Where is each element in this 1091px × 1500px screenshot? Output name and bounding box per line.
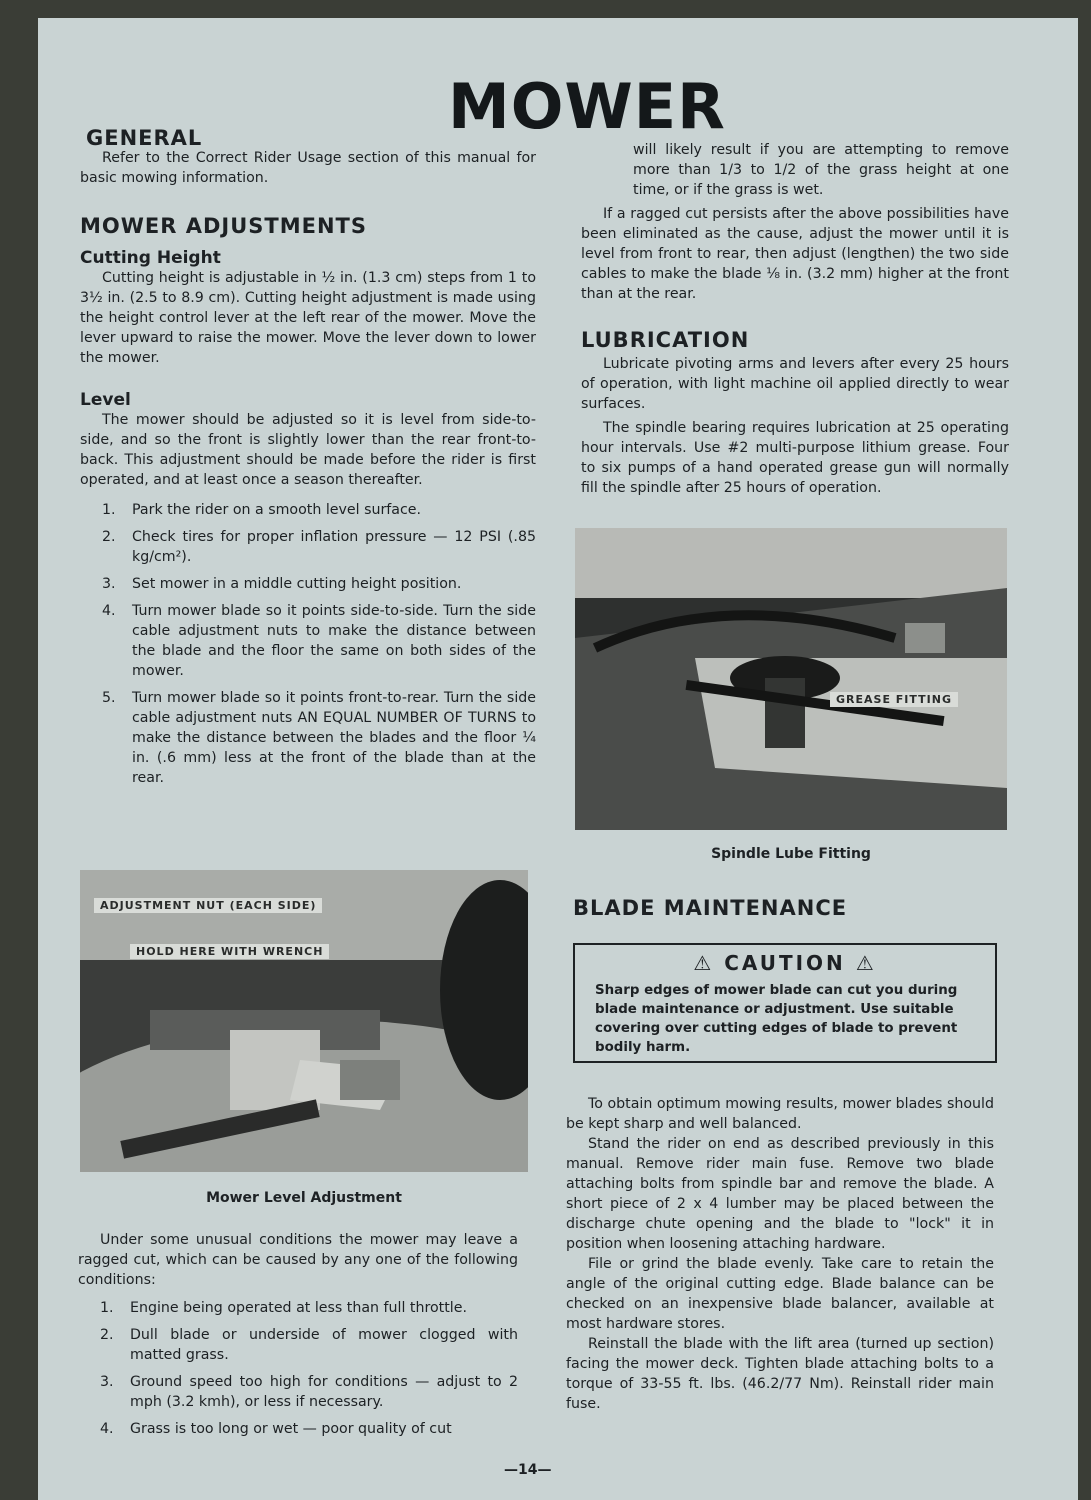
right-column-top [581, 140, 1009, 498]
ragged-cut-section [78, 1230, 518, 1446]
spindle-photo [575, 528, 1007, 830]
list-item: 4. Grass is too long or wet — poor quality of cut [100, 1421, 452, 1437]
blade-text-section [566, 1094, 994, 1414]
caution-text: Sharp edges of mower blade can cut you during blade maintenance or adjustment. Use suitable covering over cutting edges of blade to prevent bodily harm. [595, 983, 958, 1055]
list-item: 1. Engine being operated at less than full throttle. [100, 1300, 467, 1316]
blade-maintenance-heading: BLADE MAINTENANCE [573, 896, 848, 920]
blade-text-1: To obtain optimum mowing results, mower blades should be kept sharp and well balanced. [566, 1096, 994, 1132]
caution-box [573, 943, 997, 1063]
general-text: Refer to the Correct Rider Usage section of this manual for basic mowing information. [80, 150, 536, 186]
level-heading: Level [80, 390, 131, 410]
mower-level-illustration [80, 870, 528, 1172]
list-item: 2. Check tires for proper inflation pressure — 12 PSI (.85 kg/cm²). [102, 529, 536, 565]
lubrication-heading: LUBRICATION [581, 328, 750, 352]
cutting-height-text: Cutting height is adjustable in ½ in. (1.3 cm) steps from 1 to 3½ in. (2.5 to 8.9 cm). Cutting height adjustment is made using the height control lever at the left rear of the mower. Move the lever upward to raise the mower. Move the lever down to lower the mower. [80, 270, 536, 366]
manual-page [38, 18, 1078, 1500]
adjustment-nut-callout: ADJUSTMENT NUT (EACH SIDE) [94, 898, 322, 913]
level-text: The mower should be adjusted so it is level from side-to-side, and so the front is slightly lower than the rear front-to-back. This adjustment should be made before the rider is first operated, and at least once a season thereafter. [80, 412, 536, 488]
caution-label: CAUTION [724, 951, 846, 975]
wrench-callout: HOLD HERE WITH WRENCH [130, 944, 329, 959]
ragged-cut-text: Under some unusual conditions the mower may leave a ragged cut, which can be caused by any one of the following conditions: [78, 1232, 518, 1288]
blade-text-2: Stand the rider on end as described previously in this manual. Remove rider main fuse. Remove two blade attaching bolts from spindle bar and remove the blade. A short piece of 2 x 4 lumber may be placed between the discharge chute opening and the blade to "lock" it in position when loosening attaching hardware. [566, 1136, 994, 1252]
warning-icon: ⚠ [855, 951, 877, 975]
adjustments-heading: MOWER ADJUSTMENTS [80, 214, 368, 238]
ragged-persist-text: If a ragged cut persists after the above possibilities have been eliminated as the cause, adjust the mower until it is level from front to rear, then adjust (lengthen) the two side cables to make the blade ⅛ in. (3.2 mm) higher at the front than at the rear. [581, 206, 1009, 302]
caution-header [595, 951, 975, 975]
list-item: 4. Turn mower blade so it points side-to-side. Turn the side cable adjustment nuts to make the distance between the blade and the floor the same on both sides of the mower. [102, 603, 536, 679]
blade-text-4: Reinstall the blade with the lift area (turned up section) facing the mower deck. Tighten blade attaching bolts to a torque of 33-55 ft. lbs. (46.2/77 Nm). Reinstall rider main fuse. [566, 1336, 994, 1412]
level-steps [80, 500, 536, 788]
mower-level-caption: Mower Level Adjustment [206, 1190, 402, 1206]
lubrication-text-2: The spindle bearing requires lubrication at 25 operating hour intervals. Use #2 multi-purpose lithium grease. Four to six pumps of a hand operated grease gun will normally fill the spindle after 25 hours of operation. [581, 420, 1009, 496]
lubrication-text-1: Lubricate pivoting arms and levers after every 25 hours of operation, with light machine oil applied directly to wear surfaces. [581, 356, 1009, 412]
list-item: 5. Turn mower blade so it points front-to-rear. Turn the side cable adjustment nuts AN EQUAL NUMBER OF TURNS to make the distance between the blades and the floor ¼ in. (.6 mm) less at the front of the blade than at the rear. [102, 690, 536, 786]
general-heading: GENERAL [86, 126, 203, 150]
page-title: MOWER [448, 70, 726, 143]
grease-fitting-callout: GREASE FITTING [830, 692, 958, 707]
ragged-cut-list [78, 1298, 518, 1439]
blade-text-3: File or grind the blade evenly. Take care to retain the angle of the original cutting edge. Blade balance can be checked on an inexpensive blade balancer, available at most hardware stores. [566, 1256, 994, 1332]
mower-level-photo [80, 870, 528, 1172]
spindle-illustration [575, 528, 1007, 830]
list-item: 1. Park the rider on a smooth level surface. [102, 502, 422, 518]
spindle-caption: Spindle Lube Fitting [711, 846, 871, 862]
continued-text: will likely result if you are attempting to remove more than 1/3 to 1/2 of the grass height at one time, or if the grass is wet. [633, 142, 1009, 198]
page-number: —14— [504, 1462, 552, 1478]
left-column [80, 128, 536, 795]
warning-icon: ⚠ [693, 951, 715, 975]
list-item: 3. Set mower in a middle cutting height position. [102, 576, 462, 592]
list-item: 2. Dull blade or underside of mower clogged with matted grass. [100, 1327, 518, 1363]
list-item: 3. Ground speed too high for conditions — adjust to 2 mph (3.2 kmh), or less if necessary. [100, 1374, 518, 1410]
cutting-height-heading: Cutting Height [80, 248, 221, 268]
